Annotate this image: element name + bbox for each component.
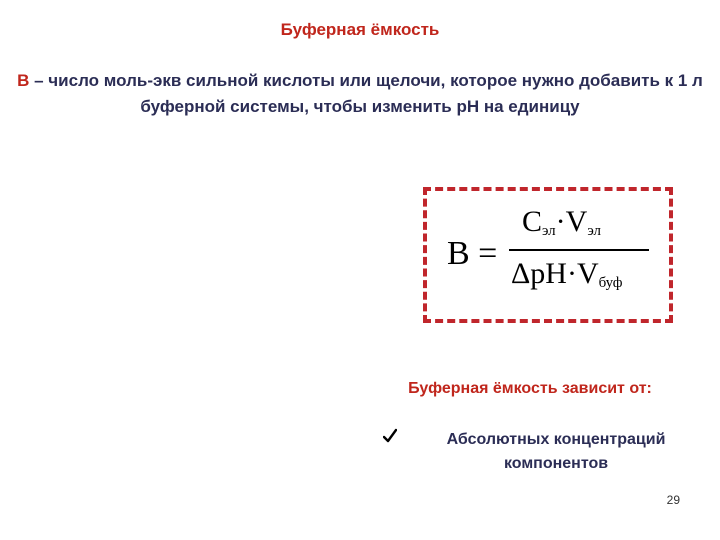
formula-denominator [511, 257, 623, 292]
numerator-v-subscript: эл [587, 223, 601, 239]
denominator-subscript: буф [598, 275, 623, 291]
formula-box [423, 187, 673, 323]
formula-lhs: B = [447, 235, 498, 272]
numerator-c: C [522, 205, 543, 238]
definition-symbol: В [17, 71, 30, 90]
denominator-main: ΔpH·V [511, 257, 599, 290]
definition-paragraph [10, 68, 710, 120]
formula-numerator [522, 205, 601, 240]
numerator-c-subscript: эл [542, 223, 556, 239]
page-number: 29 [666, 493, 680, 507]
fraction-line [509, 249, 649, 251]
list-item [383, 428, 703, 476]
depends-heading: Буферная ёмкость зависит от: [408, 380, 652, 397]
numerator-dot: · [555, 205, 566, 238]
list-item-text: Абсолютных концентраций компонентов [446, 431, 666, 472]
definition-text: – число моль-экв сильной кислоты или щелочи, которое нужно добавить к 1 л буферной системы, чтобы изменить рН на единицу [29, 71, 703, 116]
numerator-v: V [565, 205, 588, 238]
checkmark-icon [383, 428, 397, 444]
slide-title: Буферная ёмкость [280, 20, 440, 39]
